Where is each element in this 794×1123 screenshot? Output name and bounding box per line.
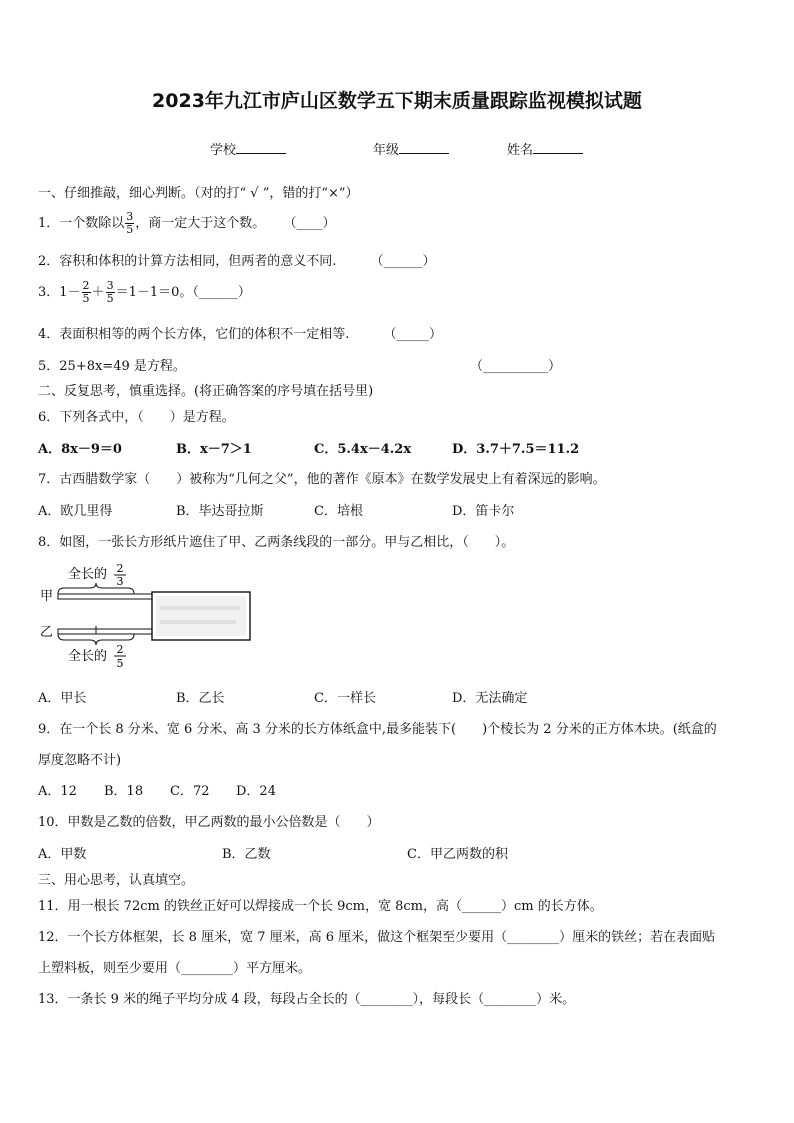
- option-b[interactable]: B．毕达哥拉斯: [176, 504, 264, 519]
- name-field: [507, 139, 583, 158]
- answer-paren[interactable]: （____）: [283, 216, 336, 231]
- option-d[interactable]: D．24: [236, 784, 276, 799]
- top-frac-den: 3: [116, 575, 124, 588]
- option-c[interactable]: C．培根: [314, 504, 363, 519]
- option-a[interactable]: A．12: [38, 784, 77, 799]
- question-11: 11．用一根长 72cm 的铁丝正好可以焊接成一个长 9cm，宽 8cm，高（______）cm 的长方体。: [38, 899, 603, 914]
- question-1: 1．一个数除以 $\frac{3}{5}$ ，商一定大于这个数。 （____）: [38, 210, 336, 236]
- option-c[interactable]: C．72: [170, 784, 210, 799]
- segment-yi: [58, 629, 154, 634]
- question-12: 12．一个长方体框架，长 8 厘米，宽 7 厘米，高 6 厘米，做这个框架至少要用（________）厘米的铁丝；若在表面贴: [38, 930, 716, 945]
- fraction: $\frac{3}{5}$: [106, 279, 114, 305]
- option-d[interactable]: D．无法确定: [452, 691, 528, 706]
- school-label: 学校: [210, 143, 237, 158]
- name-label: 姓名: [507, 143, 534, 158]
- question-10: 10．甲数是乙数的倍数，甲乙两数的最小公倍数是（ ）: [38, 815, 380, 830]
- label-yi: 乙: [40, 625, 54, 640]
- question-5: 5．25+8x=49 是方程。: [38, 359, 186, 374]
- option-b[interactable]: B．乙数: [222, 847, 271, 862]
- question-7: 7．古西腊数学家（ ）被称为“几何之父”，他的著作《原本》在数学发展史上有着深远的影响。: [38, 472, 606, 487]
- school-field: [210, 139, 286, 158]
- option-a[interactable]: A．甲数: [38, 847, 87, 862]
- option-a[interactable]: A．甲长: [38, 691, 87, 706]
- option-c[interactable]: C．5.4x－4.2x: [314, 442, 412, 457]
- grade-field: [373, 139, 449, 158]
- school-blank[interactable]: [236, 141, 286, 154]
- option-a[interactable]: A．8x－9＝0: [38, 442, 122, 457]
- option-b[interactable]: B．乙长: [176, 691, 225, 706]
- fraction: $\frac{2}{5}$: [82, 279, 90, 305]
- segment-diagram: [36, 560, 266, 672]
- option-b[interactable]: B．x－7＞1: [176, 442, 252, 457]
- question-6: 6．下列各式中，（ ）是方程。: [38, 410, 235, 425]
- label-jia: 甲: [40, 589, 54, 604]
- name-blank[interactable]: [533, 141, 583, 154]
- paper-texture: [156, 596, 246, 636]
- question-8: 8．如图，一张长方形纸片遮住了甲、乙两条线段的一部分。甲与乙相比，（ ）。: [38, 535, 515, 550]
- question-12-cont: 上塑料板，则至少要用（________）平方厘米。: [38, 961, 312, 976]
- page-title: 2023年九江市庐山区数学五下期末质量跟踪监视模拟试题: [152, 90, 642, 112]
- question-2: 2．容积和体积的计算方法相同，但两者的意义不同. （______）: [38, 254, 436, 269]
- grade-label: 年级: [373, 143, 400, 158]
- question-4: 4．表面积相等的两个长方体，它们的体积不一定相等. （_____）: [38, 327, 443, 342]
- option-b[interactable]: B．18: [104, 784, 144, 799]
- section3-heading: 三、用心思考，认真填空。: [38, 873, 195, 888]
- question-13: 13．一条长 9 米的绳子平均分成 4 段，每段占全长的（________），每段长（________）米。: [38, 992, 576, 1007]
- question-9: 9．在一个长 8 分米、宽 6 分米、高 3 分米的长方体纸盒中,最多能装下( )个棱长为 2 分米的正方体木块。(纸盒的: [38, 722, 717, 737]
- answer-paren[interactable]: （______）: [370, 254, 436, 269]
- fraction: $\frac{3}{5}$: [126, 210, 134, 236]
- grade-blank[interactable]: [399, 141, 449, 154]
- option-d[interactable]: D．笛卡尔: [452, 504, 515, 519]
- option-a[interactable]: A．欧几里得: [38, 504, 113, 519]
- bottom-label: 全长的: [68, 649, 108, 664]
- answer-paren[interactable]: （_____）: [383, 327, 443, 342]
- option-d[interactable]: D．3.7＋7.5＝11.2: [452, 442, 580, 457]
- top-label: 全长的: [68, 567, 108, 582]
- bottom-frac-num: 2: [116, 643, 124, 656]
- section1-heading: 一、仔细推敲，细心判断。（对的打“ √ ”，错的打“×”）: [38, 186, 359, 201]
- section2-heading: 二、反复思考，慎重选择。(将正确答案的序号填在括号里): [38, 384, 374, 399]
- answer-paren[interactable]: （______）: [192, 285, 251, 300]
- top-frac-num: 2: [116, 562, 124, 575]
- answer-paren[interactable]: （__________）: [470, 359, 562, 374]
- option-c[interactable]: C．一样长: [314, 691, 376, 706]
- segment-jia: [58, 594, 154, 599]
- bottom-frac-den: 5: [116, 657, 124, 670]
- option-c[interactable]: C．甲乙两数的积: [407, 847, 508, 862]
- question-9-cont: 厚度忽略不计): [38, 753, 122, 768]
- question-3: 3．1－ $\frac{2}{5}$ ＋ $\frac{3}{5}$ ＝1－1＝0。（______）: [38, 279, 251, 305]
